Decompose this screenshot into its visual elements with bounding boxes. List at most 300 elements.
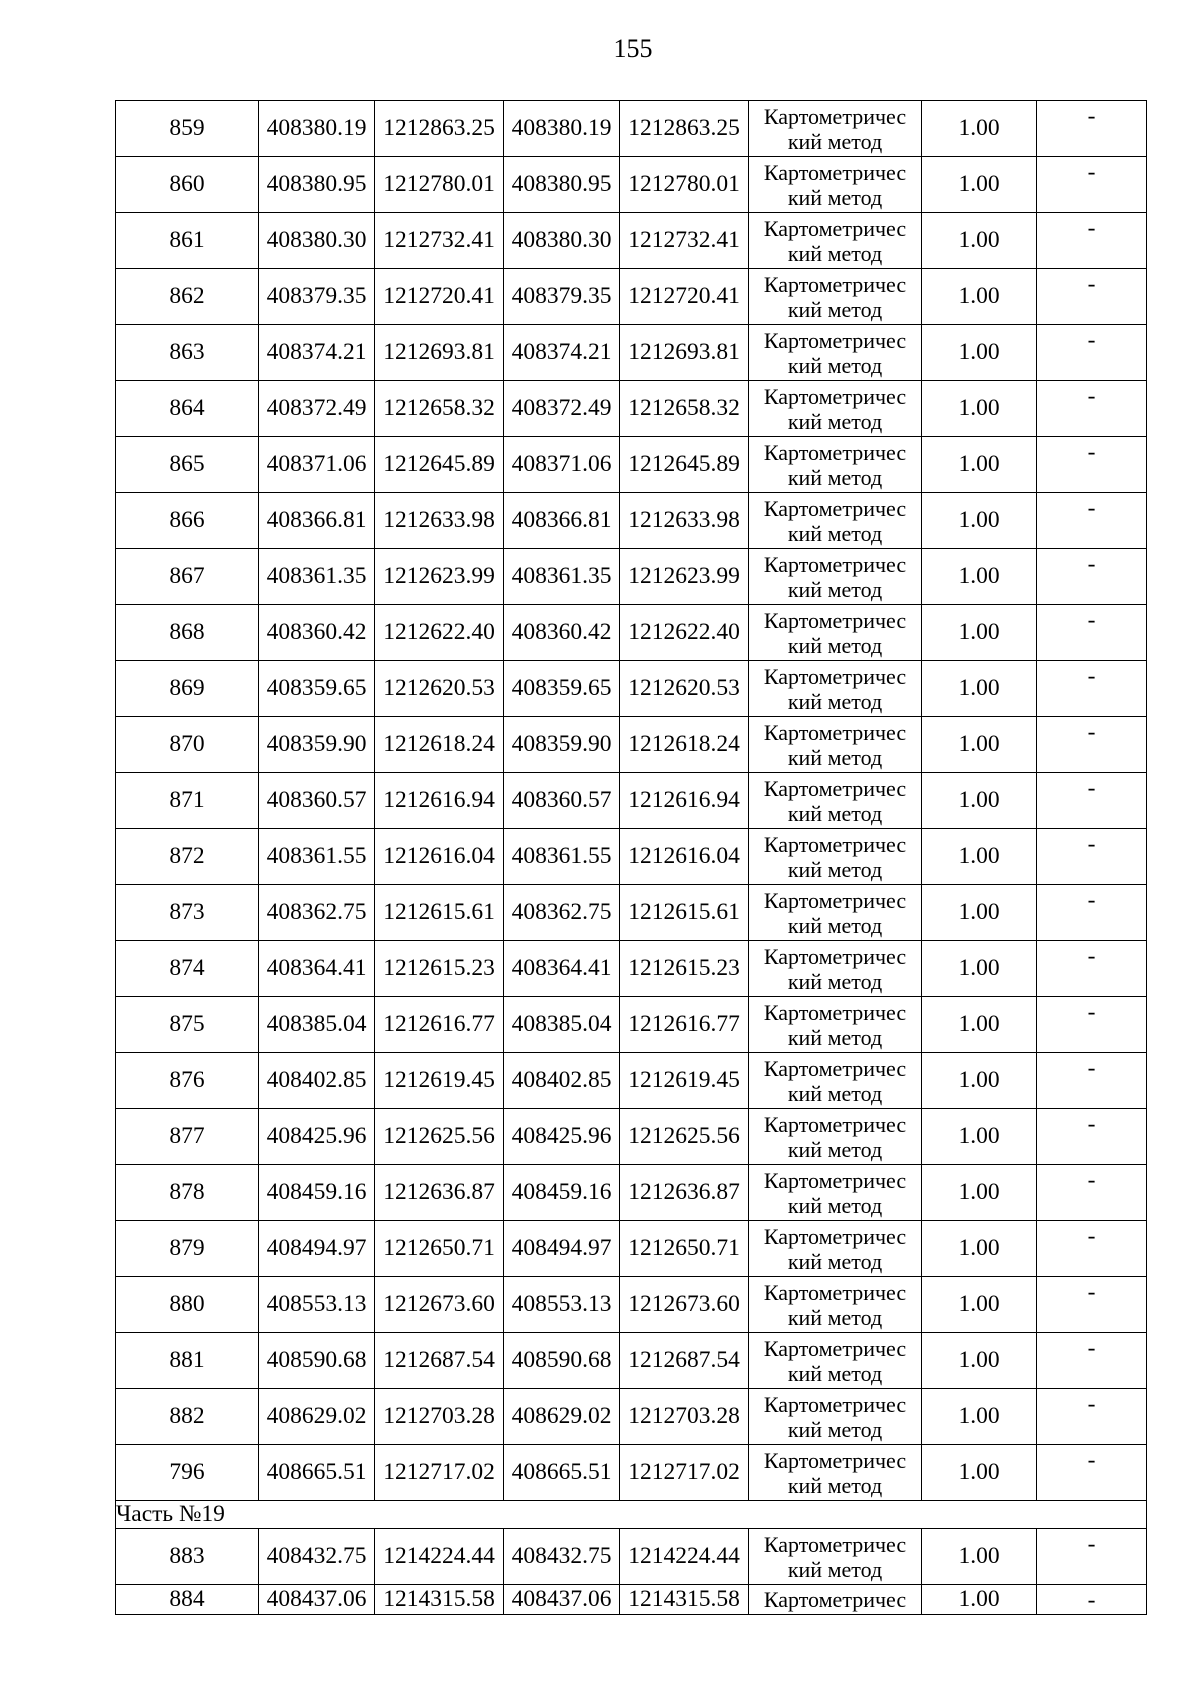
- y-existing-cell: 1212615.23: [375, 941, 504, 997]
- y-new-cell: 1212622.40: [620, 605, 749, 661]
- method-line-2: кий метод: [787, 688, 883, 714]
- y-new-cell: 1212673.60: [620, 1277, 749, 1333]
- point-id-cell: 883: [116, 1529, 259, 1585]
- point-id-cell: 884: [116, 1585, 259, 1615]
- note-cell: -: [1037, 773, 1147, 829]
- method-line-1: Картометричес: [763, 1055, 907, 1081]
- y-existing-cell: 1212615.61: [375, 885, 504, 941]
- y-existing-cell: 1214224.44: [375, 1529, 504, 1585]
- note-cell: -: [1037, 381, 1147, 437]
- table-row: [116, 269, 1147, 325]
- x-new-cell: 408364.41: [504, 941, 620, 997]
- method-line-1: Картометричес: [763, 999, 907, 1025]
- y-new-cell: 1212616.77: [620, 997, 749, 1053]
- x-new-cell: 408379.35: [504, 269, 620, 325]
- point-id-cell: 869: [116, 661, 259, 717]
- method-line-1: Картометричес: [763, 1531, 907, 1557]
- accuracy-cell: 1.00: [922, 493, 1037, 549]
- y-new-cell: 1212717.02: [620, 1445, 749, 1501]
- y-new-cell: 1212636.87: [620, 1165, 749, 1221]
- accuracy-cell: 1.00: [922, 549, 1037, 605]
- method-line-2: кий метод: [787, 1136, 883, 1162]
- table-row: [116, 1585, 1147, 1615]
- note-cell: -: [1037, 1277, 1147, 1333]
- x-existing-cell: 408380.30: [259, 213, 375, 269]
- x-new-cell: 408385.04: [504, 997, 620, 1053]
- note-cell: -: [1037, 885, 1147, 941]
- x-new-cell: 408366.81: [504, 493, 620, 549]
- method-line-1: Картометричес: [763, 607, 907, 633]
- method-line-1: Картометричес: [763, 495, 907, 521]
- method-line-2: кий метод: [787, 352, 883, 378]
- note-cell: -: [1037, 661, 1147, 717]
- table-row: [116, 157, 1147, 213]
- x-new-cell: 408432.75: [504, 1529, 620, 1585]
- method-cell: [749, 101, 922, 157]
- accuracy-cell: 1.00: [922, 1529, 1037, 1585]
- y-new-cell: 1212687.54: [620, 1333, 749, 1389]
- method-cell: [749, 605, 922, 661]
- y-existing-cell: 1212658.32: [375, 381, 504, 437]
- point-id-cell: 859: [116, 101, 259, 157]
- point-id-cell: 868: [116, 605, 259, 661]
- x-existing-cell: 408553.13: [259, 1277, 375, 1333]
- coordinates-table-body: [116, 101, 1147, 1615]
- note-cell: -: [1037, 1445, 1147, 1501]
- y-existing-cell: 1212616.94: [375, 773, 504, 829]
- table-row: [116, 1333, 1147, 1389]
- point-id-cell: 881: [116, 1333, 259, 1389]
- note-cell: -: [1037, 1221, 1147, 1277]
- x-existing-cell: 408590.68: [259, 1333, 375, 1389]
- note-cell: -: [1037, 269, 1147, 325]
- note-cell: -: [1037, 101, 1147, 157]
- method-cell: [749, 269, 922, 325]
- x-existing-cell: 408374.21: [259, 325, 375, 381]
- x-existing-cell: 408385.04: [259, 997, 375, 1053]
- y-new-cell: 1212633.98: [620, 493, 749, 549]
- point-id-cell: 865: [116, 437, 259, 493]
- table-row: [116, 381, 1147, 437]
- table-row: [116, 437, 1147, 493]
- x-new-cell: 408372.49: [504, 381, 620, 437]
- y-new-cell: 1212732.41: [620, 213, 749, 269]
- method-line-2: кий метод: [787, 856, 883, 882]
- method-cell: [749, 773, 922, 829]
- accuracy-cell: 1.00: [922, 661, 1037, 717]
- point-id-cell: 860: [116, 157, 259, 213]
- method-cell: [749, 829, 922, 885]
- y-new-cell: 1212658.32: [620, 381, 749, 437]
- method-line-2: кий метод: [787, 184, 883, 210]
- method-cell: [749, 493, 922, 549]
- table-row: [116, 1053, 1147, 1109]
- method-line-2: кий метод: [787, 1416, 883, 1442]
- x-existing-cell: 408425.96: [259, 1109, 375, 1165]
- note-cell: -: [1037, 829, 1147, 885]
- method-cell: [749, 717, 922, 773]
- note-cell: -: [1037, 997, 1147, 1053]
- accuracy-cell: 1.00: [922, 1445, 1037, 1501]
- method-line-2: кий метод: [787, 576, 883, 602]
- x-existing-cell: 408366.81: [259, 493, 375, 549]
- method-line-2: кий метод: [787, 1192, 883, 1218]
- y-existing-cell: 1212720.41: [375, 269, 504, 325]
- accuracy-cell: 1.00: [922, 885, 1037, 941]
- note-cell: -: [1037, 325, 1147, 381]
- method-line-1: Картометричес: [763, 1335, 907, 1361]
- note-cell: -: [1037, 213, 1147, 269]
- note-cell: -: [1037, 437, 1147, 493]
- y-existing-cell: 1214315.58: [375, 1585, 504, 1615]
- table-row: [116, 1529, 1147, 1585]
- y-existing-cell: 1212687.54: [375, 1333, 504, 1389]
- point-id-cell: 796: [116, 1445, 259, 1501]
- point-id-cell: 873: [116, 885, 259, 941]
- point-id-cell: 866: [116, 493, 259, 549]
- method-cell: [749, 885, 922, 941]
- method-line-1: Картометричес: [763, 1447, 907, 1473]
- y-existing-cell: 1212703.28: [375, 1389, 504, 1445]
- x-new-cell: 408360.57: [504, 773, 620, 829]
- method-line-1: Картометричес: [763, 831, 907, 857]
- note-cell: -: [1037, 1389, 1147, 1445]
- method-cell: [749, 157, 922, 213]
- x-new-cell: 408629.02: [504, 1389, 620, 1445]
- accuracy-cell: 1.00: [922, 773, 1037, 829]
- x-new-cell: 408425.96: [504, 1109, 620, 1165]
- x-new-cell: 408361.35: [504, 549, 620, 605]
- table-row: [116, 605, 1147, 661]
- method-line-2: кий метод: [787, 1024, 883, 1050]
- accuracy-cell: 1.00: [922, 381, 1037, 437]
- method-line-2: кий метод: [787, 240, 883, 266]
- y-existing-cell: 1212650.71: [375, 1221, 504, 1277]
- accuracy-cell: 1.00: [922, 1221, 1037, 1277]
- y-existing-cell: 1212616.04: [375, 829, 504, 885]
- accuracy-cell: 1.00: [922, 717, 1037, 773]
- x-new-cell: 408362.75: [504, 885, 620, 941]
- x-existing-cell: 408402.85: [259, 1053, 375, 1109]
- accuracy-cell: 1.00: [922, 605, 1037, 661]
- method-cell: [749, 997, 922, 1053]
- method-cell: [749, 1277, 922, 1333]
- table-row: [116, 829, 1147, 885]
- x-new-cell: 408437.06: [504, 1585, 620, 1615]
- y-existing-cell: 1212863.25: [375, 101, 504, 157]
- accuracy-cell: 1.00: [922, 1165, 1037, 1221]
- x-new-cell: 408360.42: [504, 605, 620, 661]
- note-cell: -: [1037, 605, 1147, 661]
- point-id-cell: 877: [116, 1109, 259, 1165]
- x-existing-cell: 408360.57: [259, 773, 375, 829]
- x-existing-cell: 408372.49: [259, 381, 375, 437]
- method-line-1: Картометричес: [763, 663, 907, 689]
- x-existing-cell: 408459.16: [259, 1165, 375, 1221]
- table-row: [116, 1389, 1147, 1445]
- table-row: [116, 661, 1147, 717]
- table-row: [116, 1109, 1147, 1165]
- method-line-1: Картометричес: [763, 103, 907, 129]
- part-header-row: [116, 1501, 1147, 1529]
- y-existing-cell: 1212636.87: [375, 1165, 504, 1221]
- note-cell: -: [1037, 1585, 1147, 1615]
- point-id-cell: 879: [116, 1221, 259, 1277]
- y-new-cell: 1212650.71: [620, 1221, 749, 1277]
- point-id-cell: 874: [116, 941, 259, 997]
- point-id-cell: 878: [116, 1165, 259, 1221]
- table-row: [116, 773, 1147, 829]
- note-cell: -: [1037, 493, 1147, 549]
- method-line-1: Картометричес: [763, 887, 907, 913]
- x-new-cell: 408553.13: [504, 1277, 620, 1333]
- method-line-1: Картометричес: [763, 327, 907, 353]
- y-new-cell: 1212645.89: [620, 437, 749, 493]
- note-cell: -: [1037, 1109, 1147, 1165]
- note-cell: -: [1037, 157, 1147, 213]
- y-new-cell: 1214224.44: [620, 1529, 749, 1585]
- method-cell: [749, 437, 922, 493]
- y-existing-cell: 1212619.45: [375, 1053, 504, 1109]
- y-existing-cell: 1212622.40: [375, 605, 504, 661]
- y-new-cell: 1212703.28: [620, 1389, 749, 1445]
- y-existing-cell: 1212618.24: [375, 717, 504, 773]
- method-cell: [749, 549, 922, 605]
- x-existing-cell: 408359.90: [259, 717, 375, 773]
- y-new-cell: 1212615.61: [620, 885, 749, 941]
- y-existing-cell: 1212717.02: [375, 1445, 504, 1501]
- accuracy-cell: 1.00: [922, 213, 1037, 269]
- x-existing-cell: 408362.75: [259, 885, 375, 941]
- x-new-cell: 408361.55: [504, 829, 620, 885]
- accuracy-cell: 1.00: [922, 997, 1037, 1053]
- method-line-1: Картометричес: [763, 1167, 907, 1193]
- y-existing-cell: 1212623.99: [375, 549, 504, 605]
- accuracy-cell: 1.00: [922, 941, 1037, 997]
- note-cell: -: [1037, 717, 1147, 773]
- method-line-2: кий метод: [787, 520, 883, 546]
- method-line-1: Картометричес: [763, 775, 907, 801]
- point-id-cell: 876: [116, 1053, 259, 1109]
- note-cell: -: [1037, 549, 1147, 605]
- x-existing-cell: 408371.06: [259, 437, 375, 493]
- x-new-cell: 408380.30: [504, 213, 620, 269]
- x-new-cell: 408402.85: [504, 1053, 620, 1109]
- table-row: [116, 325, 1147, 381]
- y-new-cell: 1212619.45: [620, 1053, 749, 1109]
- x-existing-cell: 408665.51: [259, 1445, 375, 1501]
- method-line-2: кий метод: [787, 1080, 883, 1106]
- y-new-cell: 1212618.24: [620, 717, 749, 773]
- method-cell: [749, 1221, 922, 1277]
- method-cell: [749, 941, 922, 997]
- table-row: [116, 1165, 1147, 1221]
- method-line-2: кий метод: [787, 1360, 883, 1386]
- accuracy-cell: 1.00: [922, 829, 1037, 885]
- y-new-cell: 1212863.25: [620, 101, 749, 157]
- method-line-2: кий метод: [787, 912, 883, 938]
- accuracy-cell: 1.00: [922, 1333, 1037, 1389]
- x-new-cell: 408459.16: [504, 1165, 620, 1221]
- table-row: [116, 101, 1147, 157]
- table-row: [116, 997, 1147, 1053]
- x-existing-cell: 408380.19: [259, 101, 375, 157]
- y-existing-cell: 1212616.77: [375, 997, 504, 1053]
- method-cell: [749, 1109, 922, 1165]
- x-new-cell: 408359.90: [504, 717, 620, 773]
- method-cell: [749, 381, 922, 437]
- method-cell: [749, 325, 922, 381]
- accuracy-cell: 1.00: [922, 1389, 1037, 1445]
- point-id-cell: 872: [116, 829, 259, 885]
- point-id-cell: 882: [116, 1389, 259, 1445]
- x-existing-cell: 408359.65: [259, 661, 375, 717]
- y-existing-cell: 1212693.81: [375, 325, 504, 381]
- x-existing-cell: 408380.95: [259, 157, 375, 213]
- x-existing-cell: 408361.35: [259, 549, 375, 605]
- method-line-1: Картометричес: [763, 383, 907, 409]
- table-row: [116, 549, 1147, 605]
- accuracy-cell: 1.00: [922, 437, 1037, 493]
- table-row: [116, 213, 1147, 269]
- method-line-2: кий метод: [787, 1472, 883, 1498]
- method-line-1: Картометричес: [763, 719, 907, 745]
- part-label: Часть №19: [116, 1501, 1147, 1529]
- method-line-2: кий метод: [787, 968, 883, 994]
- method-cell: [749, 1333, 922, 1389]
- method-line-1: Картометричес: [763, 1111, 907, 1137]
- x-existing-cell: 408364.41: [259, 941, 375, 997]
- note-cell: -: [1037, 1165, 1147, 1221]
- method-cell: [749, 1165, 922, 1221]
- point-id-cell: 880: [116, 1277, 259, 1333]
- y-new-cell: 1212616.04: [620, 829, 749, 885]
- note-cell: -: [1037, 1053, 1147, 1109]
- x-new-cell: 408590.68: [504, 1333, 620, 1389]
- method-line-2: кий метод: [787, 1556, 883, 1582]
- method-line-1: Картометричес: [763, 271, 907, 297]
- method-line-2: кий метод: [787, 1248, 883, 1274]
- method-line-1: Картометричес: [763, 439, 907, 465]
- method-cell: [749, 1053, 922, 1109]
- method-cell: [749, 1445, 922, 1501]
- method-cell: [749, 1389, 922, 1445]
- method-line-2: кий метод: [787, 744, 883, 770]
- accuracy-cell: 1.00: [922, 157, 1037, 213]
- method-cell: [749, 1529, 922, 1585]
- page-number: 155: [613, 34, 653, 63]
- table-row: [116, 1221, 1147, 1277]
- x-existing-cell: 408494.97: [259, 1221, 375, 1277]
- note-cell: -: [1037, 941, 1147, 997]
- point-id-cell: 861: [116, 213, 259, 269]
- method-line-2: кий метод: [787, 1304, 883, 1330]
- x-new-cell: 408374.21: [504, 325, 620, 381]
- accuracy-cell: 1.00: [922, 1053, 1037, 1109]
- y-new-cell: 1212623.99: [620, 549, 749, 605]
- y-new-cell: 1212625.56: [620, 1109, 749, 1165]
- x-new-cell: 408665.51: [504, 1445, 620, 1501]
- coordinates-table: [115, 100, 1147, 1615]
- accuracy-cell: 1.00: [922, 1109, 1037, 1165]
- accuracy-cell: 1.00: [922, 269, 1037, 325]
- method-line-2: кий метод: [787, 408, 883, 434]
- method-line-2: кий метод: [787, 632, 883, 658]
- y-existing-cell: 1212625.56: [375, 1109, 504, 1165]
- method-line-2: кий метод: [787, 128, 883, 154]
- table-row: [116, 1277, 1147, 1333]
- table-row: [116, 493, 1147, 549]
- accuracy-cell: 1.00: [922, 1585, 1037, 1615]
- point-id-cell: 871: [116, 773, 259, 829]
- accuracy-cell: 1.00: [922, 101, 1037, 157]
- table-row: [116, 941, 1147, 997]
- point-id-cell: 867: [116, 549, 259, 605]
- note-cell: -: [1037, 1333, 1147, 1389]
- y-new-cell: 1212693.81: [620, 325, 749, 381]
- note-cell: -: [1037, 1529, 1147, 1585]
- x-new-cell: 408371.06: [504, 437, 620, 493]
- point-id-cell: 862: [116, 269, 259, 325]
- x-new-cell: 408359.65: [504, 661, 620, 717]
- table-row: [116, 1445, 1147, 1501]
- y-new-cell: 1212720.41: [620, 269, 749, 325]
- y-existing-cell: 1212732.41: [375, 213, 504, 269]
- method-line-1: Картометричес: [763, 159, 907, 185]
- method-cell: [749, 1585, 922, 1615]
- y-existing-cell: 1212645.89: [375, 437, 504, 493]
- method-line-1: Картометричес: [763, 1391, 907, 1417]
- method-line-2: кий метод: [787, 464, 883, 490]
- y-new-cell: 1212616.94: [620, 773, 749, 829]
- point-id-cell: 864: [116, 381, 259, 437]
- x-existing-cell: 408360.42: [259, 605, 375, 661]
- y-new-cell: 1212620.53: [620, 661, 749, 717]
- y-existing-cell: 1212633.98: [375, 493, 504, 549]
- x-existing-cell: 408432.75: [259, 1529, 375, 1585]
- point-id-cell: 870: [116, 717, 259, 773]
- x-existing-cell: 408379.35: [259, 269, 375, 325]
- method-line-1: Картометричес: [763, 1279, 907, 1305]
- y-new-cell: 1212780.01: [620, 157, 749, 213]
- x-existing-cell: 408437.06: [259, 1585, 375, 1615]
- x-existing-cell: 408361.55: [259, 829, 375, 885]
- x-new-cell: 408380.19: [504, 101, 620, 157]
- y-existing-cell: 1212780.01: [375, 157, 504, 213]
- method-cell: [749, 213, 922, 269]
- method-cell: [749, 661, 922, 717]
- y-existing-cell: 1212620.53: [375, 661, 504, 717]
- y-new-cell: 1214315.58: [620, 1585, 749, 1615]
- method-line-1: Картометричес: [763, 1223, 907, 1249]
- x-new-cell: 408380.95: [504, 157, 620, 213]
- accuracy-cell: 1.00: [922, 1277, 1037, 1333]
- table-row: [116, 717, 1147, 773]
- table-row: [116, 885, 1147, 941]
- point-id-cell: 863: [116, 325, 259, 381]
- y-new-cell: 1212615.23: [620, 941, 749, 997]
- method-line-1: Картометричес: [763, 551, 907, 577]
- method-line-2: кий метод: [787, 296, 883, 322]
- method-line-1: Картометричес: [763, 215, 907, 241]
- accuracy-cell: 1.00: [922, 325, 1037, 381]
- point-id-cell: 875: [116, 997, 259, 1053]
- x-new-cell: 408494.97: [504, 1221, 620, 1277]
- method-line-1: Картометричес: [763, 1586, 907, 1612]
- method-line-1: Картометричес: [763, 943, 907, 969]
- x-existing-cell: 408629.02: [259, 1389, 375, 1445]
- method-line-2: кий метод: [787, 800, 883, 826]
